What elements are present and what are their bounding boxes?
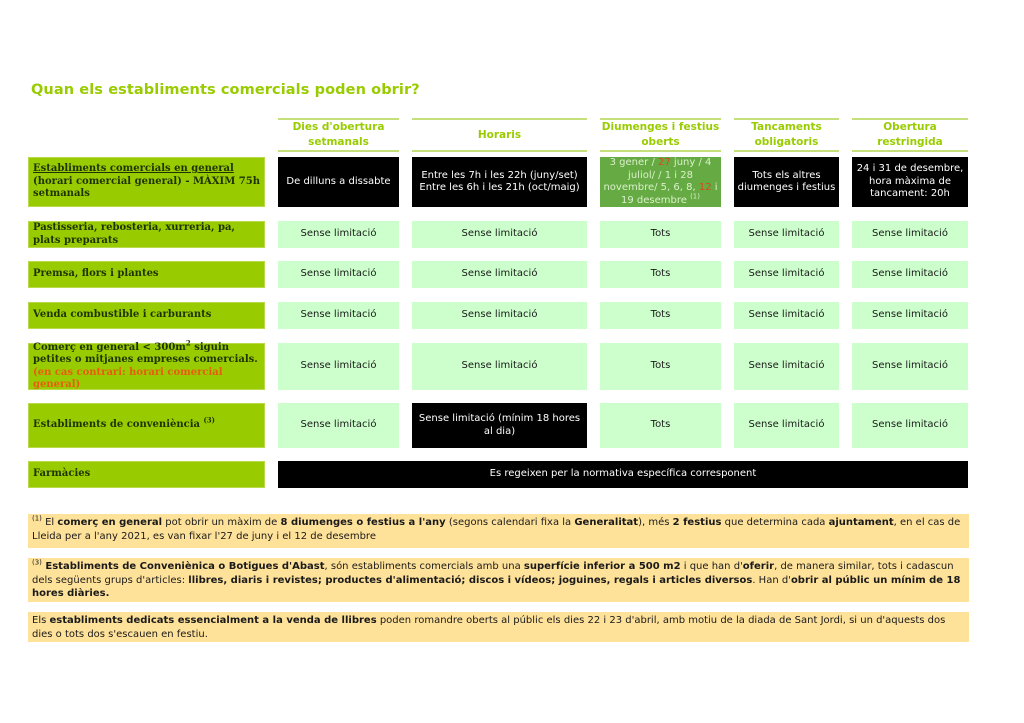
row-label-premsa: Premsa, flors i plantes xyxy=(28,261,265,288)
note-bold: 8 diumenges o festius a l'any xyxy=(280,517,446,528)
note-text: ), més xyxy=(638,517,673,528)
row-label-pastisseria: Pastisseria, rebosteria, xurreria, pa, plats preparats xyxy=(28,221,265,248)
row-label-rest: (horari comercial general) - MÀXIM 75h setmanals xyxy=(33,175,260,200)
footnote-marker: (3) xyxy=(32,558,42,567)
cell-tancaments: Sense limitació xyxy=(734,302,839,329)
cell-obertura-restringida: Sense limitació xyxy=(852,261,968,288)
sundays-red1: 27 xyxy=(658,157,671,168)
footnote-3 xyxy=(28,558,969,602)
header-horaris: Horaris xyxy=(412,118,587,152)
row-label-combustible: Venda combustible i carburants xyxy=(28,302,265,329)
note-text: pot obrir un màxim de xyxy=(162,517,281,528)
cell-dies: Sense limitació xyxy=(278,343,399,390)
footnote-marker: (1) xyxy=(32,514,42,523)
note-sant-jordi xyxy=(28,612,969,642)
label-text: Establiments de conveniència xyxy=(33,419,204,431)
label-part-b: siguin petites o mitjanes empreses comercials. xyxy=(33,341,258,365)
note-bold: Generalitat xyxy=(574,517,639,528)
footnote-1 xyxy=(28,514,969,548)
row-label-establiments-general xyxy=(28,157,265,207)
note-bold: llibres, diaris i revistes; productes d'alimentació; discos i vídeos; joguines, regals i articles diversos xyxy=(188,574,753,586)
note-bold: ajuntament xyxy=(828,517,894,528)
cell-obertura-restringida: 24 i 31 de desembre, hora màxima de tancament: 20h xyxy=(852,157,968,207)
cell-horaris: Sense limitació (mínim 18 hores al dia) xyxy=(412,403,587,448)
note-text: , de manera similar, tots i cadascun dels següents grups d'articles: xyxy=(32,561,954,586)
cell-dies: Sense limitació xyxy=(278,403,399,448)
cell-dies: De dilluns a dissabte xyxy=(278,157,399,207)
row-label-underlined: Establiments comercials en general xyxy=(33,163,234,175)
sundays-part2: juny / 4 juliol/ / 1 i 28 novembre/ 5, 6, 8, xyxy=(603,157,712,193)
cell-obertura-restringida: Sense limitació xyxy=(852,302,968,329)
header-dies-obertura: Dies d'obertura setmanals xyxy=(278,118,399,152)
cell-obertura-restringida: Sense limitació xyxy=(852,343,968,390)
note-text: que determina cada xyxy=(721,517,829,528)
cell-tancaments: Sense limitació xyxy=(734,343,839,390)
header-obertura-restringida: Obertura restringida xyxy=(852,118,968,152)
header-diumenges-festius: Diumenges i festius oberts xyxy=(600,118,721,152)
row-label-comerc-300m2 xyxy=(28,338,265,390)
note-text: Els xyxy=(32,615,50,626)
note-text: (segons calendari fixa la xyxy=(445,517,575,528)
note-text: i que han d' xyxy=(680,561,743,572)
row-label-farmacies: Farmàcies xyxy=(28,461,265,488)
label-part-a: Comerç en general < 300m xyxy=(33,341,186,353)
page-title: Quan els establiments comercials poden obrir? xyxy=(31,82,420,98)
footnote-ref-3: (3) xyxy=(203,415,215,425)
cell-dies: Sense limitació xyxy=(278,261,399,288)
note-text: El xyxy=(41,517,58,528)
header-tancaments: Tancaments obligatoris xyxy=(734,118,839,152)
note-bold: comerç en general xyxy=(57,517,163,528)
cell-farmacies-span: Es regeixen per la normativa específica corresponent xyxy=(278,461,968,488)
cell-horaris: Sense limitació xyxy=(412,302,587,329)
cell-diumenges: Tots xyxy=(600,261,721,288)
row-label-conveniencia xyxy=(28,403,265,448)
footnote-ref-1: (1) xyxy=(690,192,700,201)
cell-tancaments: Tots els altres diumenges i festius xyxy=(734,157,839,207)
note-bold: oferir xyxy=(742,561,775,572)
note-bold: Establiments de Conveniènica o Botigues d'Abast xyxy=(41,561,325,572)
cell-horaris: Sense limitació xyxy=(412,343,587,390)
cell-diumenges xyxy=(600,157,721,207)
cell-horaris: Sense limitació xyxy=(412,221,587,248)
label-sup: 2 xyxy=(185,338,191,348)
sundays-part1: 3 gener / xyxy=(609,157,658,168)
note-text: . Han d' xyxy=(752,574,791,586)
sundays-part3: i 19 desembre xyxy=(621,182,718,206)
cell-diumenges: Tots xyxy=(600,221,721,248)
cell-obertura-restringida: Sense limitació xyxy=(852,221,968,248)
cell-dies: Sense limitació xyxy=(278,221,399,248)
note-bold: obrir al públic un mínim de 18 hores diàries. xyxy=(32,574,961,599)
cell-horaris: Sense limitació xyxy=(412,261,587,288)
note-bold: superfície inferior a 500 m2 xyxy=(523,561,681,572)
note-text: poden romandre oberts al públic els dies 22 i 23 d'abril, amb motiu de la diada de Sant Jordi, si un d'aquests dos dies o tots dos s'escauen en festiu. xyxy=(32,615,946,640)
label-orange-note: (en cas contrari: horari comercial general) xyxy=(33,366,223,390)
cell-tancaments: Sense limitació xyxy=(734,261,839,288)
cell-diumenges: Tots xyxy=(600,403,721,448)
cell-diumenges: Tots xyxy=(600,302,721,329)
note-text: , en el cas de Lleida per a l'any 2021, es van fixar l'27 de juny i el 12 de desembre xyxy=(32,517,961,542)
note-bold: 2 festius xyxy=(672,517,722,528)
cell-dies: Sense limitació xyxy=(278,302,399,329)
cell-obertura-restringida: Sense limitació xyxy=(852,403,968,448)
cell-tancaments: Sense limitació xyxy=(734,221,839,248)
sundays-red2: 12 xyxy=(698,182,712,193)
cell-tancaments: Sense limitació xyxy=(734,403,839,448)
cell-diumenges: Tots xyxy=(600,343,721,390)
note-bold: establiments dedicats essencialment a la venda de llibres xyxy=(49,615,377,626)
note-text: , són establiments comercials amb una xyxy=(324,561,524,572)
cell-horaris: Entre les 7h i les 22h (juny/set) Entre les 6h i les 21h (oct/maig) xyxy=(412,157,587,207)
